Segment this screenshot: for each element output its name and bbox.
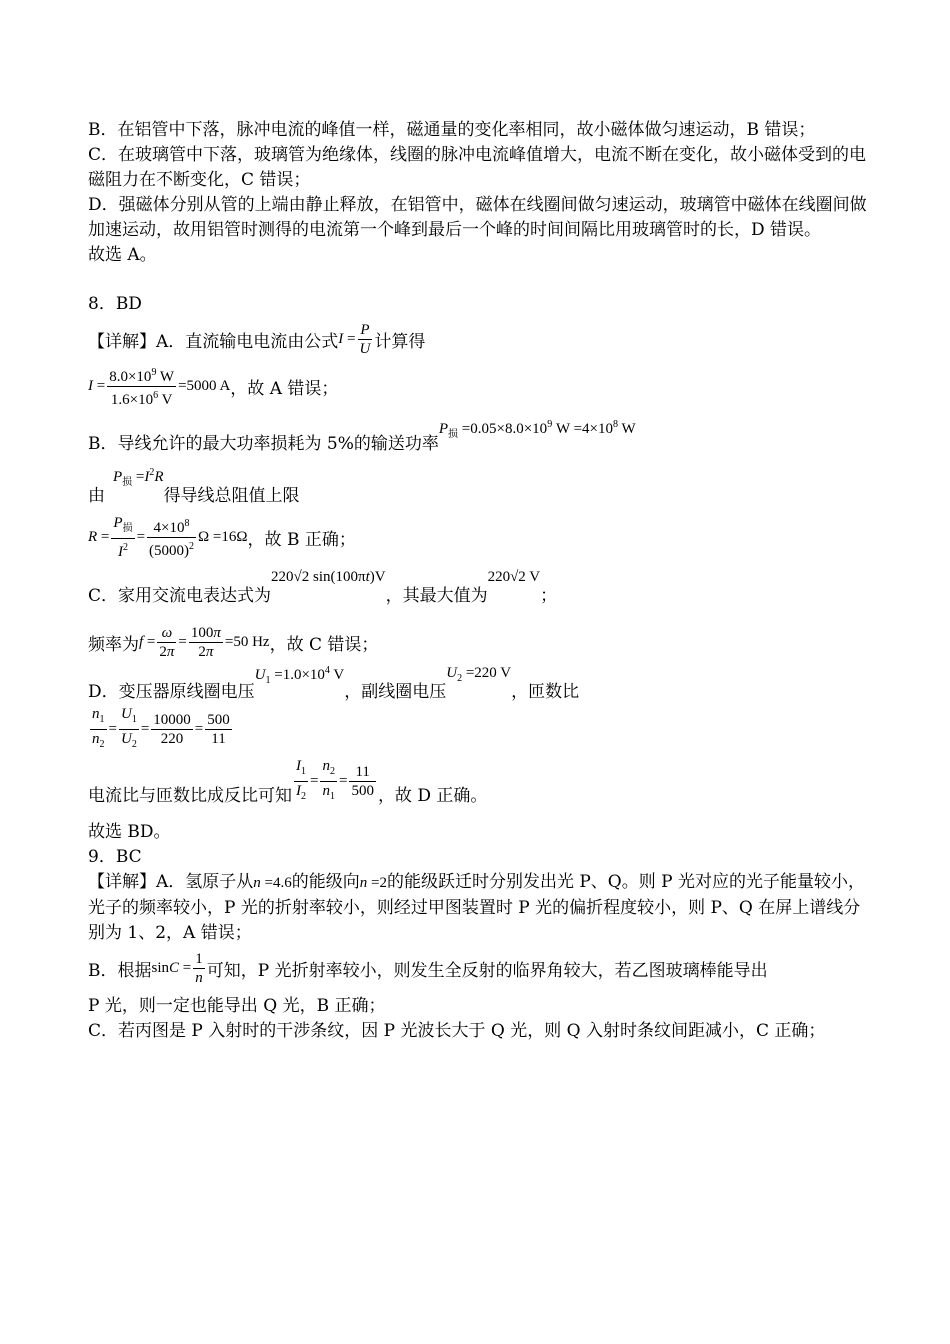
q8-freq-formula: f = $\frac{\omega}{2\pi}$ = $\frac{100\pi}{2\pi}$ =50 Hz: [139, 624, 270, 660]
q8-c-freq: 频率为: [88, 634, 139, 655]
q9-b-part3: P 光，则一定也能导出 Q 光，B 正确；: [88, 996, 386, 1016]
q9-header: 9．BC: [88, 847, 142, 867]
q9-a-part2: 的能级向: [291, 872, 360, 892]
q8-formula-i-pu: I = $\frac{P}{U}$: [338, 321, 371, 357]
q8-turns-ratio-line: [88, 705, 868, 754]
q8-d-result: ，故 D 正确。: [377, 786, 488, 806]
q8-current-formula: I = $\frac{8.0\times 10^9 W}{1.6\times 10^6 V}$ =5000 A: [88, 364, 230, 409]
q8-loss-formula: $P_损 =0.05\times 8.0\times 10^9$ $W =4\times 10^8$ W: [438, 419, 636, 440]
q8-b-text: B．导线允许的最大功率损耗为 5%的输送功率: [88, 434, 439, 454]
q7-option-c: C．在玻璃管中下落，玻璃管为绝缘体，线圈的脉冲电流峰值增大，电流不断在变化，故小磁体受到的电磁阻力在不断变化，C 错误；: [88, 145, 867, 190]
q8-b-result-line: [88, 511, 868, 563]
q8-header: 8．BD: [88, 294, 142, 314]
q7-option-b: B．在铝管中下落，脉冲电流的峰值一样，磁通量的变化率相同，故小磁体做匀速运动，B 错误；: [88, 120, 816, 140]
q9-option-a: [88, 870, 868, 946]
q9-critical-angle-formula: sinC = $\frac{1}{n}$: [151, 950, 203, 986]
q8-conclusion: 故选 BD。: [88, 822, 171, 842]
q8-a-prefix: 【详解】A．直流输电电流由公式: [88, 331, 339, 352]
q8-b-from-suffix: 得导线总阻值上限: [163, 486, 300, 506]
q8-a-result: ，故 A 错误；: [230, 378, 339, 399]
q9-a-part3: 的能级跃迁时分别发出光 P、Q。则 P 光对应的光子能量较小，光子的频率较小，P 光的折射率较小，则经过甲图装置时 P 光的偏折程度较小，则 P、Q 在屏上谱线分别为 1、2，A 错误；: [88, 872, 865, 943]
q8-b-from: 由: [88, 486, 105, 506]
q8-turns-ratio-formula: $\frac{n_1}{n_2}$ = $\frac{U_1}{U_2}$ = $\frac{10000}{220}$ = $\frac{500}{11}$: [92, 706, 230, 750]
q8-b-result: ，故 B 正确；: [247, 529, 356, 550]
q7-conclusion: 故选 A。: [88, 245, 157, 265]
q8-d-current-line: [88, 754, 868, 806]
q8-secondary-voltage: $U_2 =220$ V: [446, 665, 512, 684]
q8-c-mid: ，其最大值为: [385, 586, 488, 606]
q8-d-line: [88, 665, 868, 705]
document-page: [88, 118, 868, 1044]
q8-c-freq-line: [88, 619, 868, 665]
q9-b-line: [88, 946, 868, 990]
q9-b-part1: B．根据: [88, 960, 152, 981]
q8-c-end: ；: [540, 586, 558, 606]
q7-option-d: D．强磁体分别从管的上端由静止释放，在铝管中，磁体在线圈间做匀速运动，玻璃管中磁体在线圈间做加速运动，故用铝管时测得的电流第一个峰到最后一个峰的时间间隔比用玻璃管时的长，D 错误。: [88, 195, 867, 240]
q8-loss-equation: $P_损 =I^2R$: [113, 467, 164, 488]
q9-a-part1: 【详解】A．氢原子从: [88, 872, 254, 892]
q8-primary-voltage: $U_1 =1.0\times 10^4$ V: [254, 665, 345, 686]
q8-b-line: [88, 411, 868, 467]
q8-a-suffix: 计算得: [374, 331, 426, 352]
q8-d-text: D．变压器原线圈电压: [88, 682, 255, 702]
q9-option-c: C．若丙图是 P 入射时的干涉条纹，因 P 光波长大于 Q 光，则 Q 入射时条纹间距减小，C 正确；: [88, 1021, 826, 1041]
q8-c-line: [88, 563, 868, 619]
q8-d-end: ，匝数比: [511, 682, 580, 702]
q9-level-n2: n =2: [359, 875, 387, 891]
q8-d-current: 电流比与匝数比成反比可知: [88, 786, 292, 806]
q8-a-result-line: [88, 361, 868, 411]
q8-d-mid: ，副线圈电压: [344, 682, 447, 702]
q8-c-text: C．家用交流电表达式为: [88, 586, 272, 606]
q8-current-ratio-formula: $\frac{I_1}{I_2}$ = $\frac{n_2}{n_1}$ = $\frac{11}{500}$: [296, 758, 374, 802]
q8-a-line: [88, 317, 868, 361]
q9-b-part2: 可知，P 光折射率较小，则发生全反射的临界角较大，若乙图玻璃棒能导出: [206, 960, 768, 981]
q8-resistance-formula: R = $\frac{P_损}{I^2}$ = $\frac{4\times 10^8}{(5000)^2}$ Ω =16Ω: [88, 514, 248, 560]
q9-level-n46: n =4.6: [253, 875, 292, 891]
q8-c-result: ，故 C 错误；: [269, 634, 379, 655]
q8-ac-max: 220√2 V: [487, 569, 541, 585]
q8-ac-expression: 220√2 sin(100πt)V: [271, 569, 386, 585]
q8-b-from-line: [88, 467, 868, 511]
